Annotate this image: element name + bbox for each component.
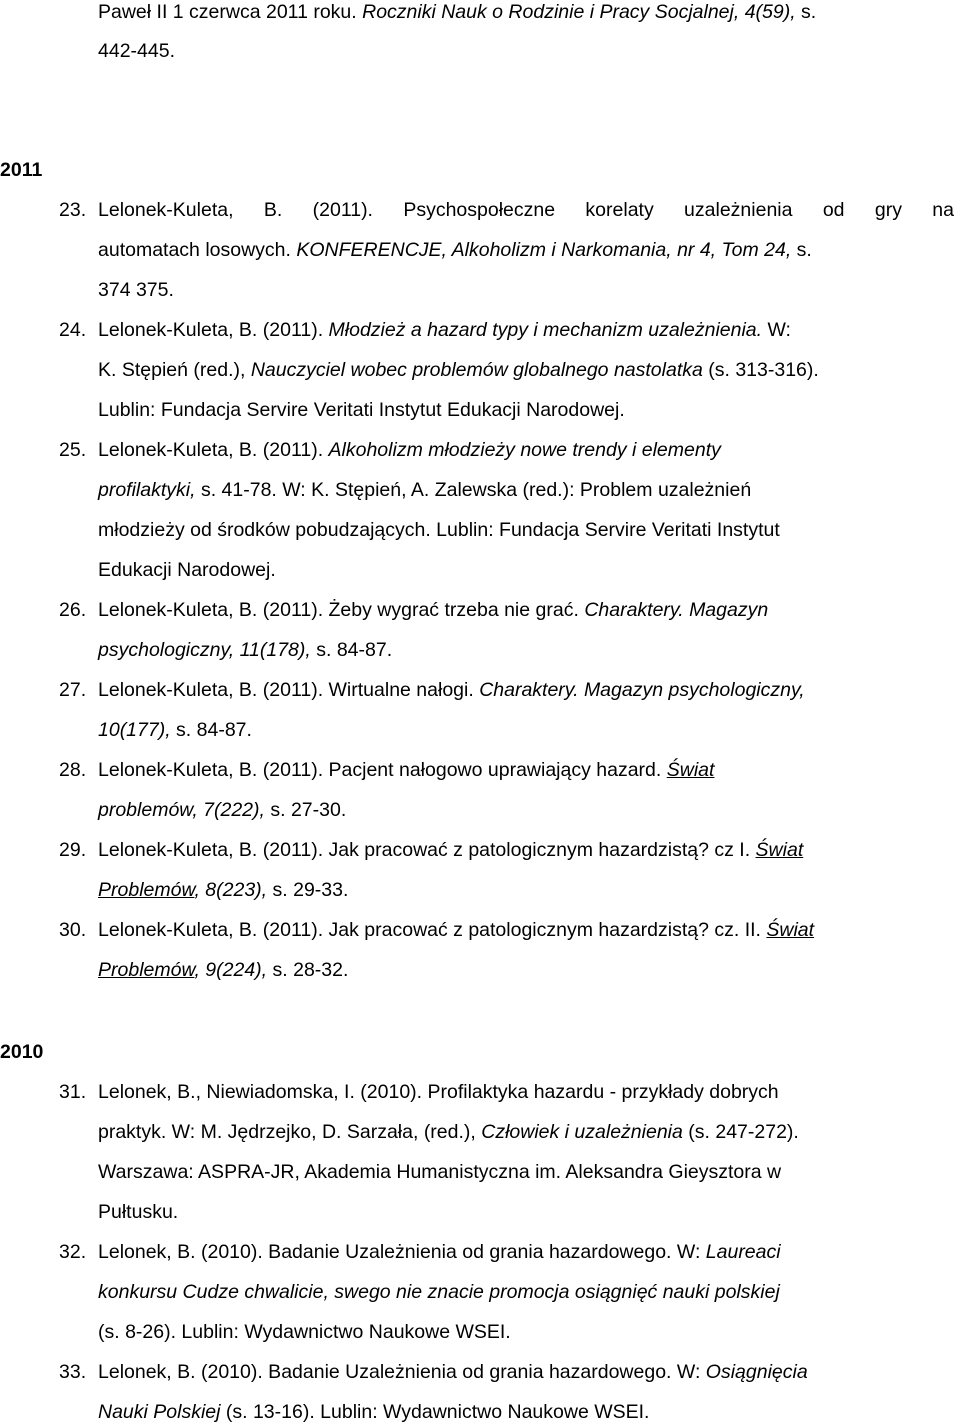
entry-30-journal: Świat (766, 919, 815, 941)
entry-30-line-1: Lelonek-Kuleta, B. (2011). Jak pracować z patologicznym hazardzistą? cz. II. Świat (98, 919, 815, 941)
entry-31-line-3: Warszawa: ASPRA-JR, Akademia Humanistyczna im. Aleksandra Gieysztora w (98, 1161, 782, 1183)
entry-26-journal: Charaktery. Magazyn (584, 599, 769, 621)
entry-30-line-2: Problemów, 9(224), s. 28-32. (98, 959, 349, 981)
entry-24-title: Młodzież a hazard typy i mechanizm uzależnienia. (328, 319, 763, 341)
entry-23-line-1: Lelonek-Kuleta, B. (2011). Psychospołeczne korelaty uzależnienia od gry na (98, 199, 954, 221)
entry-32-line-3: (s. 8-26). Lublin: Wydawnictwo Naukowe WSEI. (98, 1321, 511, 1343)
entry-number: 25. (59, 439, 87, 461)
entry-25-line-1: Lelonek-Kuleta, B. (2011). Alkoholizm młodzieży nowe trendy i elementy (98, 439, 721, 461)
entry-25-title: Alkoholizm młodzieży nowe trendy i elementy (328, 439, 721, 461)
entry-24-line-1: Lelonek-Kuleta, B. (2011). Młodzież a hazard typy i mechanizm uzależnienia. W: (98, 319, 791, 341)
year-heading-2010: 2010 (0, 1041, 44, 1063)
entry-32-line-1: Lelonek, B. (2010). Badanie Uzależnienia od grania hazardowego. W: Laureaci (98, 1241, 781, 1263)
entry-26-line-2: psychologiczny, 11(178), s. 84-87. (98, 639, 393, 661)
entry-33-line-2: Nauki Polskiej (s. 13-16). Lublin: Wydawnictwo Naukowe WSEI. (98, 1401, 650, 1423)
intro-text: Paweł II 1 czerwca 2011 roku. (98, 1, 363, 23)
entry-24-book: Nauczyciel wobec problemów globalnego nastolatka (250, 359, 703, 381)
entry-number: 23. (59, 199, 87, 221)
entry-24-line-3: Lublin: Fundacja Servire Veritati Instytut Edukacji Narodowej. (98, 399, 625, 421)
entry-23-source: KONFERENCJE, Alkoholizm i Narkomania, nr 4, Tom 24, (296, 239, 792, 261)
entry-25-line-3: młodzieży od środków pobudzających. Lublin: Fundacja Servire Veritati Instytut (98, 519, 780, 541)
entry-27-line-1: Lelonek-Kuleta, B. (2011). Wirtualne nałogi. Charaktery. Magazyn psychologiczny, (98, 679, 805, 701)
entry-29-line-2: Problemów, 8(223), s. 29-33. (98, 879, 349, 901)
entry-33-book: Osiągnięcia (705, 1361, 808, 1383)
entry-25-line-4: Edukacji Narodowej. (98, 559, 276, 581)
entry-number: 33. (59, 1361, 87, 1383)
entry-number: 26. (59, 599, 87, 621)
year-heading-2011: 2011 (0, 159, 43, 181)
entry-27-journal: Charaktery. Magazyn psychologiczny, (479, 679, 805, 701)
intro-text-end: s. (795, 1, 817, 23)
entry-number: 32. (59, 1241, 87, 1263)
entry-31-line-1: Lelonek, B., Niewiadomska, I. (2010). Profilaktyka hazardu - przykłady dobrych (98, 1081, 779, 1103)
entry-23-line-3: 374 375. (98, 279, 174, 301)
entry-23-line-2: automatach losowych. KONFERENCJE, Alkoholizm i Narkomania, nr 4, Tom 24, s. (98, 239, 812, 261)
entry-number: 28. (59, 759, 87, 781)
entry-number: 31. (59, 1081, 87, 1103)
entry-24-line-2: K. Stępień (red.), Nauczyciel wobec problemów globalnego nastolatka (s. 313-316). (98, 359, 819, 381)
entry-31-line-4: Pułtusku. (98, 1201, 179, 1223)
intro-line-1 (98, 0, 953, 24)
entry-28-line-1: Lelonek-Kuleta, B. (2011). Pacjent nałogowo uprawiający hazard. Świat (98, 759, 715, 781)
entry-25-line-2: profilaktyki, s. 41-78. W: K. Stępień, A. Zalewska (red.): Problem uzależnień (98, 479, 752, 501)
entry-29-line-1: Lelonek-Kuleta, B. (2011). Jak pracować z patologicznym hazardzistą? cz I. Świat (98, 839, 804, 861)
entry-number: 30. (59, 919, 87, 941)
intro-line-2: 442-445. (98, 40, 175, 62)
entry-33-line-1: Lelonek, B. (2010). Badanie Uzależnienia od grania hazardowego. W: Osiągnięcia (98, 1361, 808, 1383)
entry-28-line-2: problemów, 7(222), s. 27-30. (98, 799, 347, 821)
entry-number: 24. (59, 319, 87, 341)
entry-32-book: Laureaci (705, 1241, 781, 1263)
entry-number: 27. (59, 679, 87, 701)
entry-26-line-1: Lelonek-Kuleta, B. (2011). Żeby wygrać trzeba nie grać. Charaktery. Magazyn (98, 599, 769, 621)
entry-27-line-2: 10(177), s. 84-87. (98, 719, 252, 741)
entry-32-line-2: konkursu Cudze chwalicie, swego nie znacie promocja osiągnięć nauki polskiej (98, 1281, 780, 1303)
entry-number: 29. (59, 839, 87, 861)
entry-31-line-2: praktyk. W: M. Jędrzejko, D. Sarzała, (red.), Człowiek i uzależnienia (s. 247-272). (98, 1121, 799, 1143)
entry-31-book: Człowiek i uzależnienia (481, 1121, 683, 1143)
intro-journal: Roczniki Nauk o Rodzinie i Pracy Socjalnej, 4(59), (362, 1, 796, 23)
entry-29-journal: Świat (755, 839, 804, 861)
entry-28-journal: Świat (666, 759, 715, 781)
